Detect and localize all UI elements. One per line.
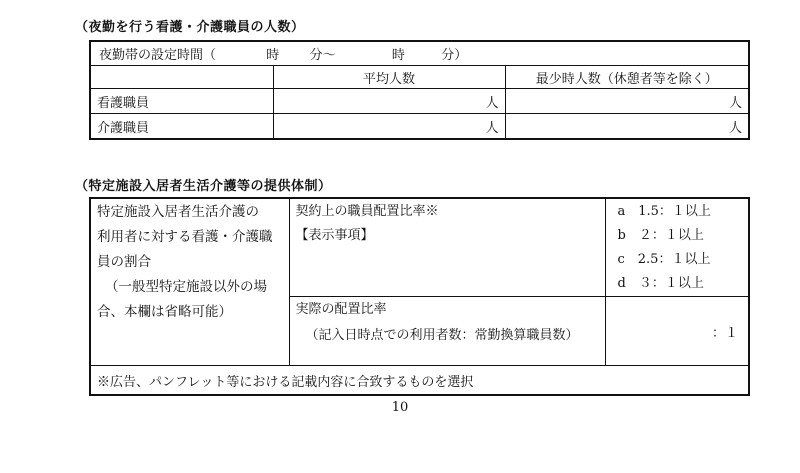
night-staff-table bbox=[89, 40, 750, 140]
min-unit: 人 bbox=[505, 89, 749, 114]
display-note: 【表示事項】 bbox=[295, 228, 374, 243]
ratio-target-line: （一般型特定施設以外の場 bbox=[105, 279, 267, 295]
table-row bbox=[90, 89, 749, 114]
hour-label-2: 時 bbox=[391, 48, 405, 63]
minute-label-1: 分～ bbox=[309, 48, 336, 63]
ratio-target-line: 員の割合 bbox=[97, 254, 151, 270]
contract-label: 契約上の職員配置比率※ bbox=[295, 204, 439, 219]
option-b: b ２：１以上 bbox=[617, 228, 704, 243]
ratio-target-line: 合、本欄は省略可能） bbox=[97, 304, 232, 320]
row-label: 看護職員 bbox=[90, 89, 273, 114]
time-label: 夜勤帯の設定時間（ bbox=[99, 48, 217, 63]
section-title-service-system: （特定施設入居者生活介護等の提供体制） bbox=[75, 179, 332, 194]
ratio-target-line: 利用者に対する看護・介護職 bbox=[97, 229, 273, 245]
header-minimum: 最少時人数（休憩者等を除く） bbox=[505, 66, 749, 89]
night-shift-time-cell bbox=[90, 41, 749, 66]
hour-label-1: 時 bbox=[266, 48, 280, 63]
ratio-target-line: 特定施設入居者生活介護の bbox=[97, 204, 259, 220]
option-d: d ３：１以上 bbox=[617, 276, 704, 291]
section-title-night-staff: （夜勤を行う看護・介護職員の人数） bbox=[75, 20, 305, 35]
actual-label: 実際の配置比率 bbox=[295, 302, 387, 317]
header-empty-cell bbox=[90, 66, 273, 89]
row-label: 介護職員 bbox=[90, 114, 273, 140]
min-unit: 人 bbox=[505, 114, 749, 140]
actual-sub-label: （記入日時点での利用者数：常勤換算職員数） bbox=[305, 328, 579, 343]
page-number: 10 bbox=[391, 400, 409, 415]
service-system-table bbox=[89, 197, 750, 396]
header-average: 平均人数 bbox=[273, 66, 505, 89]
footnote: ※広告、パンフレット等における記載内容に合致するものを選択 bbox=[90, 366, 749, 396]
contract-options-cell bbox=[605, 198, 749, 297]
actual-ratio-value: ：１ bbox=[605, 297, 749, 366]
table-row bbox=[90, 114, 749, 140]
contract-ratio-cell bbox=[289, 198, 605, 297]
actual-ratio-cell bbox=[289, 297, 605, 366]
avg-unit: 人 bbox=[273, 114, 505, 140]
minute-label-2: 分） bbox=[441, 48, 468, 63]
option-c: c 2.5：１以上 bbox=[617, 252, 711, 267]
option-a: a 1.5：１以上 bbox=[617, 204, 711, 219]
ratio-target-cell bbox=[90, 198, 289, 366]
avg-unit: 人 bbox=[273, 89, 505, 114]
